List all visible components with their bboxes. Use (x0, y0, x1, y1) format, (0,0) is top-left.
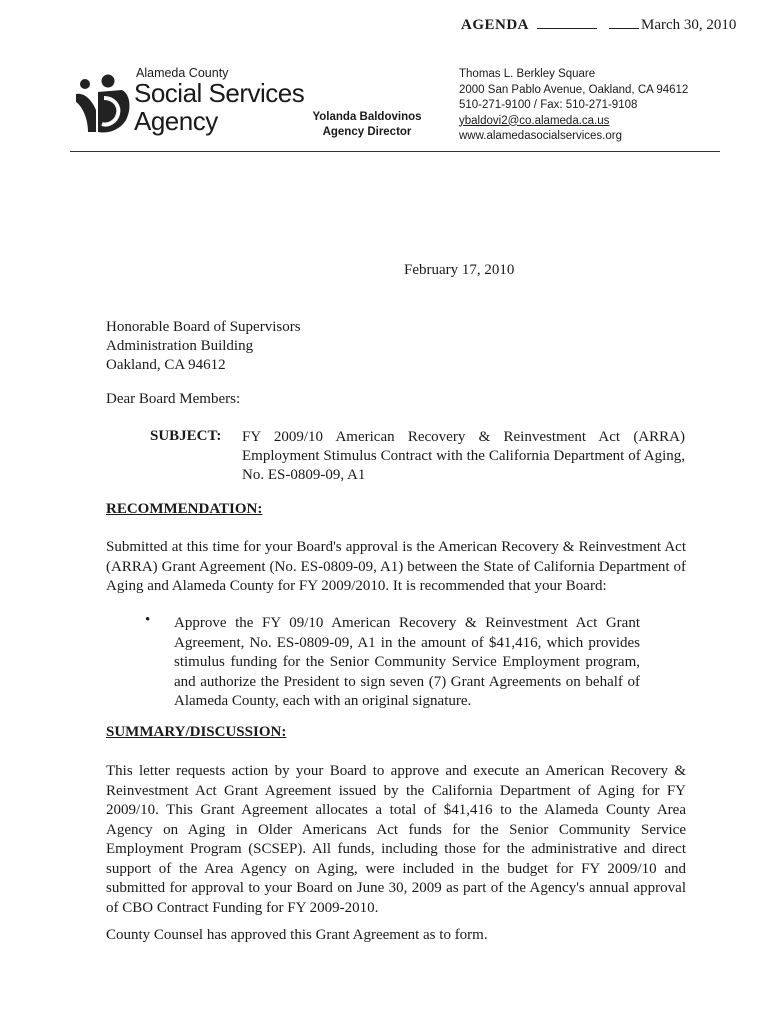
addressee-block (106, 318, 301, 375)
subject-text: FY 2009/10 American Recovery & Reinvestment Act (ARRA) Employment Stimulus Contract with the California Department of Aging, No. ES-0809-09, A1 (242, 429, 685, 483)
addressee-line1: Honorable Board of Supervisors (106, 319, 301, 335)
recommendation-bullet: Approve the FY 09/10 American Recovery & Reinvestment Act Grant Agreement, No. ES-0809-09, A1 in the amount of $41,416, which provides stimulus funding for the Senior Community Service Employment program, and authorize the President to sign seven (7) Grant Agreements on behalf of Alameda County, each with an original signature. (174, 615, 640, 709)
agenda-blank (537, 16, 597, 29)
closing-sentence: County Counsel has approved this Grant Agreement as to form. (106, 927, 488, 943)
letterhead-divider (70, 151, 720, 152)
summary-paragraph: This letter requests action by your Board to approve and execute an American Recovery & Reinvestment Act Grant Agreement issued by the California Department of Aging for FY 2009/10. This Grant Agreement allocates a total of $41,416 to the Alameda County Area Agency on Aging in Older Americans Act funds for the Senior Community Service Employment Program (SCSEP). All funds, including those for the administrative and direct support of the Area Agency on Aging, were included in the budget for FY 2009/10 and submitted for approval to your Board on June 30, 2009 as part of the Agency's annual approval of CBO Contract Funding for FY 2009-2010. (106, 763, 686, 916)
agency-name-line2: Agency (134, 106, 218, 136)
agenda-line (461, 16, 736, 34)
agenda-blank-2 (609, 16, 639, 29)
agency-name-line1: Social Services (134, 78, 305, 108)
county-name: Alameda County (136, 66, 229, 80)
director-block (296, 110, 438, 140)
director-name: Yolanda Baldovinos (312, 111, 422, 123)
salutation: Dear Board Members: (106, 391, 241, 407)
address-line2: 2000 San Pablo Avenue, Oakland, CA 94612 (459, 83, 689, 96)
email-link[interactable]: ybaldovi2@co.alameda.ca.us (459, 114, 610, 127)
summary-heading: SUMMARY/DISCUSSION: (106, 724, 287, 740)
addressee-line3: Oakland, CA 94612 (106, 357, 226, 373)
phone-fax: 510-271-9100 / Fax: 510-271-9108 (459, 99, 638, 111)
agenda-label: AGENDA (461, 17, 530, 33)
agency-address-block (459, 67, 688, 145)
website-link[interactable]: www.alamedasocialservices.org (459, 130, 622, 142)
director-title: Agency Director (322, 126, 412, 138)
agency-logo-icon (74, 72, 134, 136)
agenda-date: March 30, 2010 (641, 17, 737, 33)
subject-label: SUBJECT: (150, 428, 222, 444)
recommendation-heading: RECOMMENDATION: (106, 501, 263, 517)
addressee-line2: Administration Building (106, 338, 254, 354)
letter-date: February 17, 2010 (404, 262, 515, 278)
address-line1: Thomas L. Berkley Square (459, 68, 596, 80)
recommendation-paragraph: Submitted at this time for your Board's approval is the American Recovery & Reinvestment Act (ARRA) Grant Agreement (No. ES-0809-09, A1) between the State of California Department of Aging and Alameda County for FY 2009/2010. It is recommended that your Board: (106, 539, 686, 594)
bullet-dot: • (145, 612, 151, 628)
